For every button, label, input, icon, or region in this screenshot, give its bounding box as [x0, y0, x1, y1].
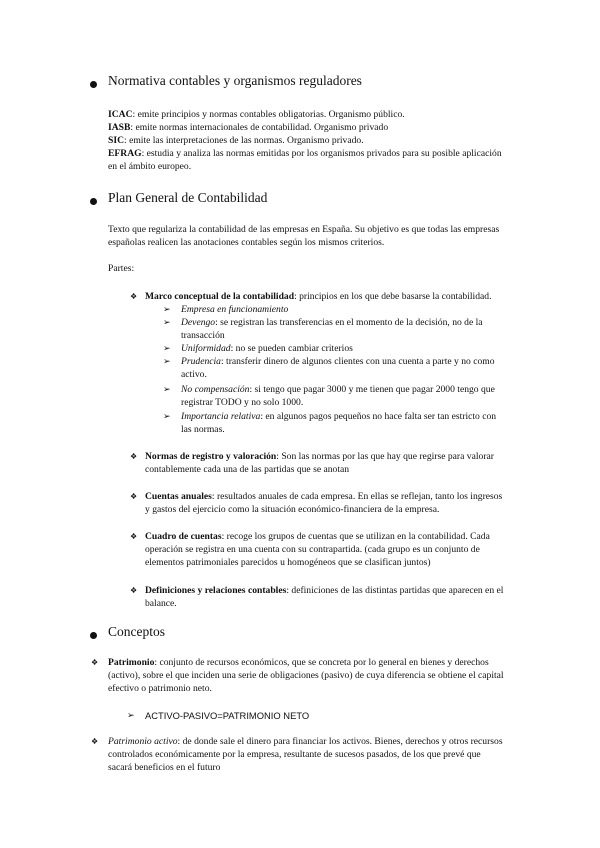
- subitem-devengo-line2: transacción: [181, 330, 225, 341]
- arrow-bullet-icon: ➢: [163, 356, 171, 366]
- subitem-devengo: Devengo: se registran las transferencias en el momento de la decisión, no de la: [181, 317, 483, 328]
- diamond-bullet-icon: ❖: [130, 292, 138, 301]
- subitem-prudencia: Prudencia: transferir dinero de algunos clientes con una cuenta a parte y no como: [181, 356, 495, 367]
- section-title: Conceptos: [108, 624, 165, 639]
- item-patrimonio-line2: (activo), sobre el que inciden una serie de obligaciones (pasivo) de cuya diferencia se obtiene el capital: [108, 670, 504, 681]
- arrow-bullet-icon: ➢: [127, 710, 135, 720]
- item-definiciones: Definiciones y relaciones contables: definiciones de las distintas partidas que aparecen en el: [145, 585, 504, 596]
- diamond-bullet-icon: ❖: [130, 492, 138, 501]
- arrow-bullet-icon: ➢: [163, 304, 171, 314]
- partes-label: Partes:: [108, 263, 135, 274]
- intro-line1: Texto que regulariza la contabilidad de las empresas en España. Su objetivo es que todas las empresas: [108, 224, 500, 235]
- item-patrimonio-line3: efectivo o patrimonio neto.: [108, 683, 212, 694]
- subitem-no-compensacion: No compensación: si tengo que pagar 3000 y me tienen que pagar 2000 tengo que: [181, 384, 495, 395]
- diamond-bullet-icon: ❖: [91, 658, 99, 667]
- section-title: Plan General de Contabilidad: [108, 190, 268, 205]
- item-cuadro-line3: elementos patrimoniales parecidos u homogéneos que se clasifican juntos): [145, 557, 431, 568]
- item-normas: Normas de registro y valoración: Son las normas por las que hay que regirse para valorar: [145, 451, 494, 462]
- item-sic: SIC: emite las interpretaciones de las normas. Organismo privado.: [108, 135, 364, 146]
- diamond-bullet-icon: ❖: [130, 532, 138, 541]
- arrow-bullet-icon: ➢: [163, 411, 171, 421]
- subitem-empresa: Empresa en funcionamiento: [181, 304, 289, 315]
- item-activo-line2: controlados económicamente por la empresa, resultante de sucesos pasados, de los que prevé que: [108, 749, 481, 760]
- arrow-bullet-icon: ➢: [163, 343, 171, 353]
- intro-line2: españolas realicen las anotaciones contables según los mismos criterios.: [108, 237, 385, 248]
- item-efrag-line2: en el ámbito europeo.: [108, 161, 192, 172]
- arrow-bullet-icon: ➢: [163, 384, 171, 394]
- bullet-icon: [90, 632, 97, 639]
- item-marco-conceptual: Marco conceptual de la contabilidad: principios en los que debe basarse la contabilidad.: [145, 291, 492, 302]
- item-normas-line2: contablemente cada una de las partidas que se anotan: [145, 464, 350, 475]
- item-activo-line3: sacará beneficios en el futuro: [108, 762, 221, 773]
- item-definiciones-line2: balance.: [145, 598, 177, 609]
- subitem-no-compensacion-line2: registrar TODO y no solo 1000.: [181, 397, 304, 408]
- subitem-importancia: Importancia relativa: en algunos pagos pequeños no hace falta ser tan estricto con: [181, 411, 497, 422]
- subitem-prudencia-line2: activo.: [181, 369, 207, 380]
- diamond-bullet-icon: ❖: [91, 737, 99, 746]
- item-icac: ICAC: emite principios y normas contables obligatorias. Organismo público.: [108, 109, 405, 120]
- subitem-importancia-line2: las normas.: [181, 424, 225, 435]
- diamond-bullet-icon: ❖: [130, 586, 138, 595]
- formula-patrimonio-neto: ACTIVO-PASIVO=PATRIMONIO NETO: [145, 710, 310, 721]
- subitem-uniformidad: Uniformidad: no se pueden cambiar criterios: [181, 343, 353, 354]
- item-patrimonio-activo: Patrimonio activo: de donde sale el dinero para financiar los activos. Bienes, derechos y otros recursos: [108, 736, 503, 747]
- arrow-bullet-icon: ➢: [163, 317, 171, 327]
- bullet-icon: [90, 81, 97, 88]
- item-cuadro-line2: operación se registra en una cuenta con su contrapartida. (cada grupo es un conjunto de: [145, 544, 480, 555]
- section-title: Normativa contables y organismos reguladores: [108, 73, 362, 88]
- item-cuentas-line2: y gastos del ejercicio como la situación económico-financiera de la empresa.: [145, 504, 440, 515]
- item-iasb: IASB: emite normas internacionales de contabilidad. Organismo privado: [108, 122, 389, 133]
- bullet-icon: [90, 198, 97, 205]
- item-cuentas-anuales: Cuentas anuales: resultados anuales de cada empresa. En ellas se reflejan, tanto los ingresos: [145, 491, 503, 502]
- diamond-bullet-icon: ❖: [130, 452, 138, 461]
- item-cuadro-cuentas: Cuadro de cuentas: recoge los grupos de cuentas que se utilizan en la contabilidad. Cada: [145, 531, 490, 542]
- item-efrag: EFRAG: estudia y analiza las normas emitidas por los organismos privados para su posible aplicación: [108, 148, 502, 159]
- item-patrimonio: Patrimonio: conjunto de recursos económicos, que se concreta por lo general en bienes y derechos: [108, 657, 489, 668]
